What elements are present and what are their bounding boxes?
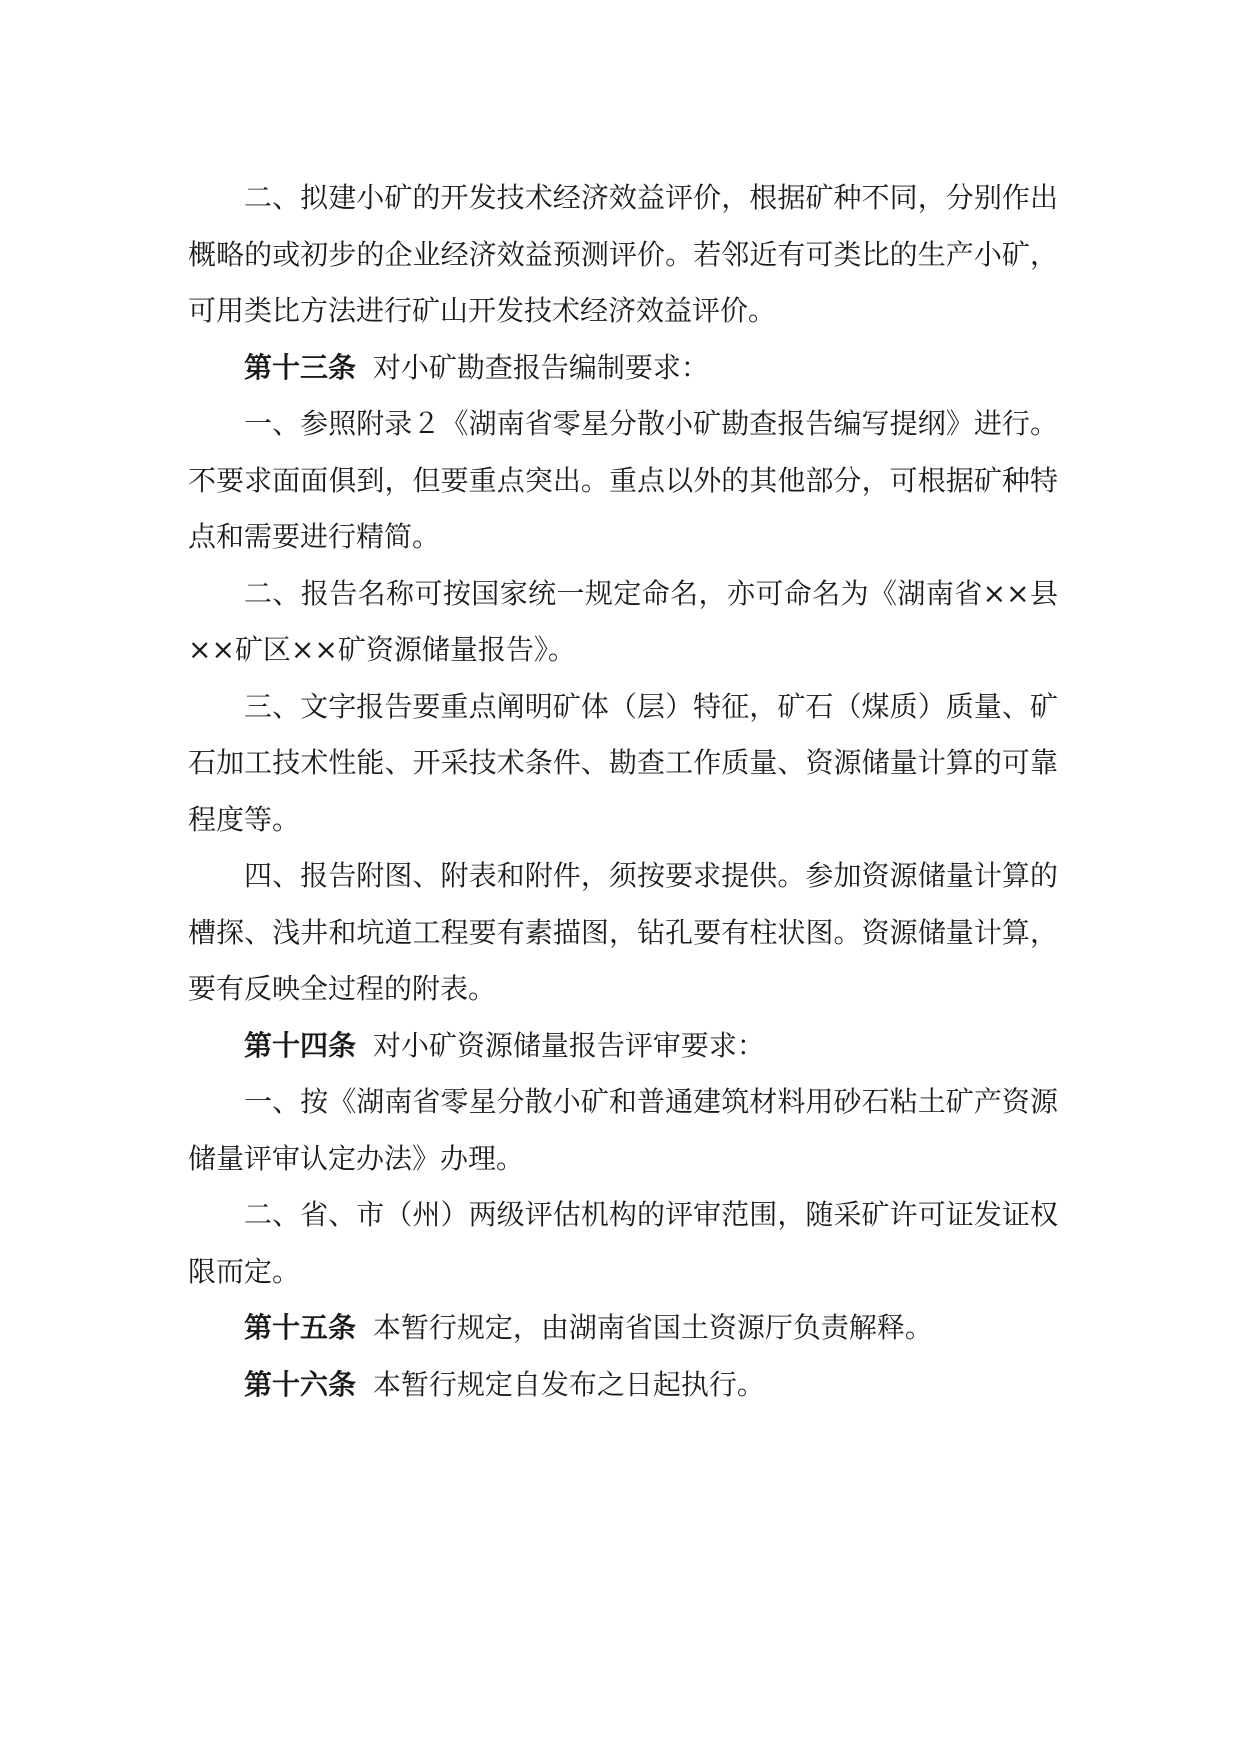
article-heading: 第十三条	[244, 350, 357, 384]
paragraph-text: 本暂行规定，由湖南省国土资源厅负责解释。	[372, 1311, 933, 1344]
paragraph-text: 四、报告附图、附表和附件，须按要求提供。参加资源储量计算的槽探、浅井和坑道工程要有素描图，钻孔要有柱状图。资源储量计算，要有反映全过程的附表。	[188, 859, 1058, 1005]
paragraph-text: 二、省、市（州）两级评估机构的评审范围，随采矿许可证发证权限而定。	[188, 1198, 1058, 1288]
article-paragraph	[188, 1357, 1058, 1414]
paragraph	[188, 1074, 1058, 1187]
paragraph	[188, 566, 1058, 679]
document-page	[188, 170, 1058, 1413]
paragraph-text: 一、按《湖南省零星分散小矿和普通建筑材料用砂石粘土矿产资源储量评审认定办法》办理。	[188, 1085, 1058, 1175]
article-paragraph	[188, 1018, 1058, 1075]
paragraph	[188, 679, 1058, 849]
paragraph-text: 二、拟建小矿的开发技术经济效益评价，根据矿种不同，分别作出概略的或初步的企业经济效益预测评价。若邻近有可类比的生产小矿，可用类比方法进行矿山开发技术经济效益评价。	[188, 181, 1058, 327]
article-heading: 第十六条	[244, 1367, 357, 1401]
paragraph-text: 本暂行规定自发布之日起执行。	[372, 1367, 765, 1401]
paragraph-text: 对小矿勘查报告编制要求：	[372, 350, 709, 384]
article-heading: 第十五条	[244, 1311, 357, 1344]
paragraph-text: 一、参照附录２《湖南省零星分散小矿勘查报告编写提纲》进行。不要求面面俱到，但要重点突出。重点以外的其他部分，可根据矿种特点和需要进行精简。	[188, 407, 1058, 553]
paragraph	[188, 170, 1058, 340]
paragraph	[188, 848, 1058, 1018]
paragraph-text: 对小矿资源储量报告评审要求：	[372, 1028, 765, 1062]
article-heading: 第十四条	[244, 1028, 357, 1062]
paragraph-text: 二、报告名称可按国家统一规定命名，亦可命名为《湖南省××县××矿区××矿资源储量报告》。	[188, 576, 1058, 666]
paragraph	[188, 1187, 1058, 1300]
article-paragraph	[188, 1300, 1058, 1357]
article-paragraph	[188, 340, 1058, 397]
paragraph-text: 三、文字报告要重点阐明矿体（层）特征，矿石（煤质）质量、矿石加工技术性能、开采技术条件、勘查工作质量、资源储量计算的可靠程度等。	[188, 689, 1058, 836]
paragraph	[188, 396, 1058, 566]
